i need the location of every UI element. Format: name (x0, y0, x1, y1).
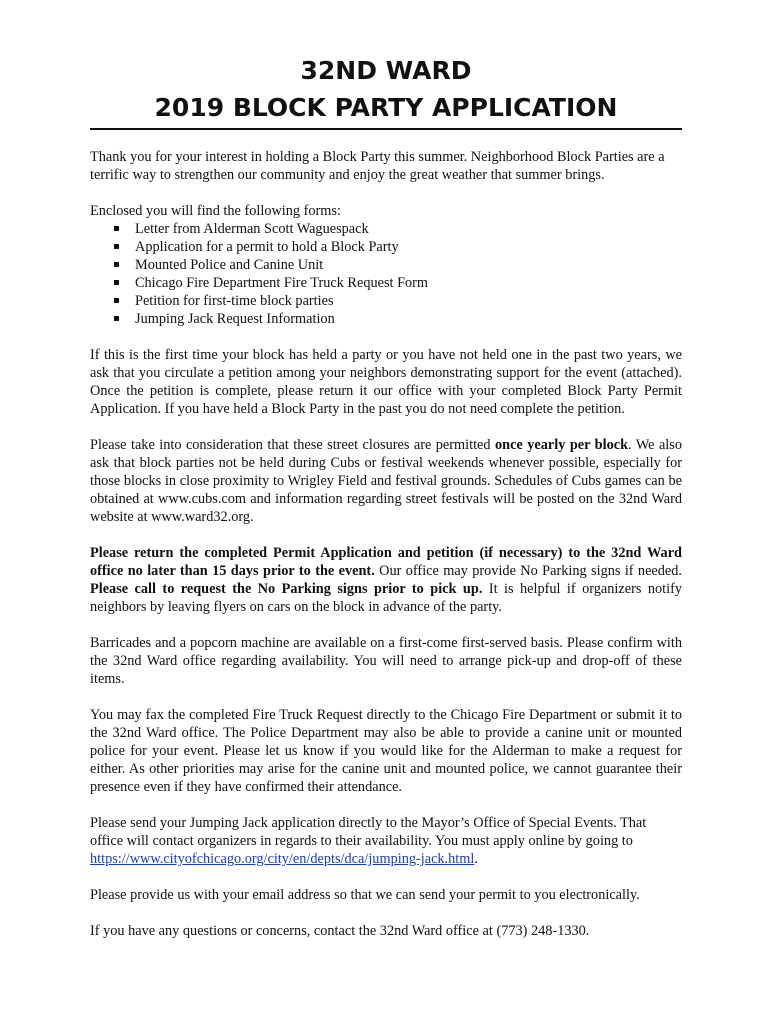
barricades-paragraph: Barricades and a popcorn machine are available on a first-come first-served basis. Please confirm with the 32nd Ward office regarding availability. You will need to arrange pick-up and drop-off of these items. (90, 635, 682, 687)
document-body (90, 148, 682, 958)
street-closures-paragraph: Please take into consideration that these street closures are permitted once yearly per block. We also ask that block parties not be held during Cubs or festival weekends whenever possible, especially for those blocks in close proximity to Wrigley Field and festival grounds. Schedules of Cubs games can be obtained at www.cubs.com and information regarding street festivals will be posted on the 32nd Ward website at www.ward32.org. (90, 437, 682, 525)
document-page (90, 0, 682, 1024)
square-bullet-icon (114, 226, 119, 231)
intro-paragraph: Thank you for your interest in holding a Block Party this summer. Neighborhood Block Parties are a terrific way to strengthen our community and enjoy the great weather that summer brings. (90, 149, 665, 183)
title-underline-divider (90, 128, 682, 130)
square-bullet-icon (114, 316, 119, 321)
forms-section (90, 202, 682, 328)
email-paragraph: Please provide us with your email address so that we can send your permit to you electronically. (90, 887, 640, 903)
forms-list-item: Application for a permit to hold a Block Party (90, 238, 682, 256)
no-parking-emphasis: Please call to request the No Parking signs prior to pick up. (90, 581, 483, 597)
forms-list-item: Mounted Police and Canine Unit (90, 256, 682, 274)
forms-list-item: Petition for first-time block parties (90, 292, 682, 310)
contact-paragraph: If you have any questions or concerns, contact the 32nd Ward office at (773) 248-1330. (90, 923, 590, 939)
square-bullet-icon (114, 262, 119, 267)
square-bullet-icon (114, 280, 119, 285)
jumping-jack-link[interactable]: https://www.cityofchicago.org/city/en/depts/dca/jumping-jack.html (90, 851, 475, 867)
title-ward: 32ND WARD (300, 56, 472, 85)
square-bullet-icon (114, 298, 119, 303)
once-yearly-emphasis: once yearly per block (495, 437, 629, 453)
forms-list-item: Chicago Fire Department Fire Truck Request Form (90, 274, 682, 292)
document-title (90, 52, 682, 126)
forms-lead: Enclosed you will find the following forms: (90, 203, 341, 219)
fire-truck-paragraph: You may fax the completed Fire Truck Request directly to the Chicago Fire Department or submit it to the 32nd Ward office. The Police Department may also be able to provide a canine unit or mounted police for your event. Please let us know if you would like for the Alderman to make a request for either. As other priorities may arise for the canine unit and mounted police, we cannot guarantee their presence even if they have confirmed their attendance. (90, 707, 682, 795)
forms-list-item: Letter from Alderman Scott Waguespack (90, 220, 682, 238)
deadline-emphasis: Please return the completed Permit Application and petition (if necessary) to the 32nd Ward office no later than 15 days prior to the event. (90, 545, 682, 579)
title-application: 2019 BLOCK PARTY APPLICATION (154, 93, 618, 122)
forms-list (90, 220, 682, 328)
forms-list-item: Jumping Jack Request Information (90, 310, 682, 328)
deadline-paragraph: Please return the completed Permit Application and petition (if necessary) to the 32nd Ward office no later than 15 days prior to the event. Our office may provide No Parking signs if needed. Please call to request the No Parking signs prior to pick up. It is helpful if organizers notify neighbors by leaving flyers on cars on the block in advance of the party. (90, 545, 682, 615)
square-bullet-icon (114, 244, 119, 249)
petition-paragraph: If this is the first time your block has held a party or you have not held one in the past two years, we ask that you circulate a petition among your neighbors demonstrating support for the event (attached). Once the petition is complete, please return it our office with your completed Block Party Permit Application. If you have held a Block Party in the past you do not need complete the petition. (90, 347, 682, 417)
jumping-jack-paragraph: Please send your Jumping Jack application directly to the Mayor’s Office of Special Events. That office will contact organizers in regards to their availability. You must apply online by going to https://www.cityofchicago.org/city/en/depts/dca/jumping-jack.html. (90, 815, 647, 867)
